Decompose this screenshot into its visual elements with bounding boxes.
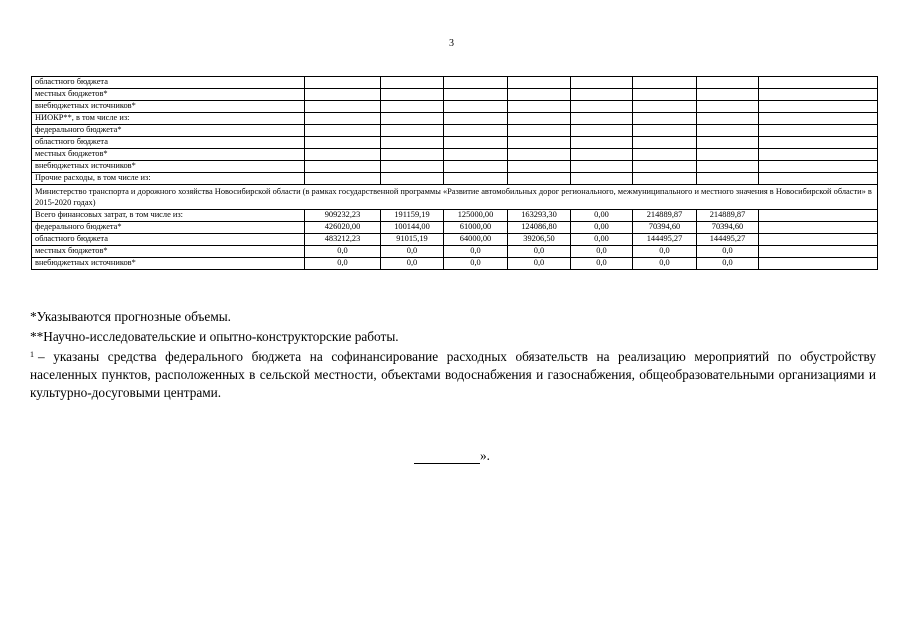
empty-cell bbox=[697, 113, 759, 125]
empty-cell bbox=[508, 77, 571, 89]
empty-cell bbox=[697, 137, 759, 149]
empty-cell bbox=[571, 101, 633, 113]
empty-cell bbox=[444, 149, 508, 161]
empty-cell bbox=[508, 125, 571, 137]
empty-cell bbox=[381, 101, 444, 113]
empty-cell bbox=[444, 113, 508, 125]
empty-cell bbox=[697, 149, 759, 161]
empty-cell bbox=[381, 77, 444, 89]
empty-cell bbox=[508, 173, 571, 185]
empty-cell bbox=[759, 101, 878, 113]
value-cell: 39206,50 bbox=[508, 234, 571, 246]
note-forecast: *Указываются прогнозные объемы. bbox=[30, 309, 232, 324]
value-cell: 144495,27 bbox=[697, 234, 759, 246]
empty-cell bbox=[444, 161, 508, 173]
empty-cell bbox=[697, 161, 759, 173]
empty-cell bbox=[571, 125, 633, 137]
value-cell: 0,0 bbox=[508, 258, 571, 270]
value-cell: 0,0 bbox=[381, 246, 444, 258]
blank-line bbox=[414, 451, 480, 464]
empty-cell bbox=[381, 161, 444, 173]
closing-mark: ». bbox=[480, 448, 490, 463]
empty-cell bbox=[508, 101, 571, 113]
ministry-row bbox=[32, 185, 878, 210]
empty-cell bbox=[759, 113, 878, 125]
empty-cell bbox=[759, 173, 878, 185]
value-cell: 0,0 bbox=[305, 258, 381, 270]
value-cell: 0,0 bbox=[571, 258, 633, 270]
empty-cell bbox=[571, 77, 633, 89]
row-label: федерального бюджета* bbox=[32, 125, 305, 137]
empty-cell bbox=[633, 77, 697, 89]
value-cell: 0,0 bbox=[444, 258, 508, 270]
value-cell: 909232,23 bbox=[305, 210, 381, 222]
value-cell: 0,0 bbox=[633, 258, 697, 270]
empty-cell bbox=[508, 113, 571, 125]
empty-cell bbox=[305, 161, 381, 173]
value-cell: 0,00 bbox=[571, 210, 633, 222]
empty-cell bbox=[571, 89, 633, 101]
empty-cell bbox=[633, 113, 697, 125]
empty-cell bbox=[759, 246, 878, 258]
empty-cell bbox=[759, 77, 878, 89]
value-cell: 91015,19 bbox=[381, 234, 444, 246]
value-cell: 0,0 bbox=[633, 246, 697, 258]
empty-cell bbox=[305, 137, 381, 149]
empty-cell bbox=[633, 125, 697, 137]
empty-cell bbox=[633, 149, 697, 161]
value-cell: 125000,00 bbox=[444, 210, 508, 222]
row-label: НИОКР**, в том числе из: bbox=[32, 113, 305, 125]
value-cell: 100144,00 bbox=[381, 222, 444, 234]
footnote bbox=[30, 348, 876, 402]
empty-cell bbox=[759, 137, 878, 149]
empty-cell bbox=[508, 149, 571, 161]
budget-table bbox=[31, 76, 878, 270]
closing-quote bbox=[414, 448, 490, 464]
table-row bbox=[32, 101, 878, 113]
value-cell: 70394,60 bbox=[633, 222, 697, 234]
table-row bbox=[32, 149, 878, 161]
row-label: областного бюджета bbox=[32, 234, 305, 246]
value-cell: 70394,60 bbox=[697, 222, 759, 234]
value-cell: 0,0 bbox=[444, 246, 508, 258]
empty-cell bbox=[305, 77, 381, 89]
empty-cell bbox=[633, 161, 697, 173]
row-label: Всего финансовых затрат, в том числе из: bbox=[32, 210, 305, 222]
empty-cell bbox=[381, 149, 444, 161]
row-label: местных бюджетов* bbox=[32, 89, 305, 101]
value-cell: 0,0 bbox=[508, 246, 571, 258]
empty-cell bbox=[444, 173, 508, 185]
empty-cell bbox=[697, 125, 759, 137]
table-row bbox=[32, 77, 878, 89]
empty-cell bbox=[305, 89, 381, 101]
table-row bbox=[32, 125, 878, 137]
empty-cell bbox=[305, 125, 381, 137]
empty-cell bbox=[759, 234, 878, 246]
empty-cell bbox=[759, 149, 878, 161]
empty-cell bbox=[305, 149, 381, 161]
empty-cell bbox=[305, 173, 381, 185]
table-row bbox=[32, 137, 878, 149]
value-cell: 144495,27 bbox=[633, 234, 697, 246]
row-label: внебюджетных источников* bbox=[32, 161, 305, 173]
empty-cell bbox=[633, 173, 697, 185]
empty-cell bbox=[444, 89, 508, 101]
empty-cell bbox=[759, 161, 878, 173]
value-cell: 0,0 bbox=[381, 258, 444, 270]
table-row bbox=[32, 258, 878, 270]
table-row bbox=[32, 161, 878, 173]
row-label: областного бюджета bbox=[32, 137, 305, 149]
value-cell: 0,00 bbox=[571, 234, 633, 246]
empty-cell bbox=[381, 89, 444, 101]
row-label: областного бюджета bbox=[32, 77, 305, 89]
empty-cell bbox=[508, 137, 571, 149]
row-label: Прочие расходы, в том числе из: bbox=[32, 173, 305, 185]
row-label: внебюджетных источников* bbox=[32, 101, 305, 113]
ministry-cell: Министерство транспорта и дорожного хозяйства Новосибирской области (в рамках государственной программы «Развитие автомобильных дорог регионального, межмуниципального и местного значения в Новосибирской области» в 2015-2020 годах) bbox=[32, 185, 878, 210]
empty-cell bbox=[697, 77, 759, 89]
empty-cell bbox=[697, 173, 759, 185]
table-row bbox=[32, 246, 878, 258]
empty-cell bbox=[759, 89, 878, 101]
empty-cell bbox=[571, 113, 633, 125]
empty-cell bbox=[444, 137, 508, 149]
value-cell: 64000,00 bbox=[444, 234, 508, 246]
footnote-mark: 1 bbox=[30, 350, 34, 359]
empty-cell bbox=[571, 173, 633, 185]
empty-cell bbox=[508, 89, 571, 101]
empty-cell bbox=[633, 101, 697, 113]
value-cell: 426020,00 bbox=[305, 222, 381, 234]
empty-cell bbox=[571, 149, 633, 161]
empty-cell bbox=[444, 77, 508, 89]
row-label: местных бюджетов* bbox=[32, 246, 305, 258]
empty-cell bbox=[305, 101, 381, 113]
row-label: федерального бюджета* bbox=[32, 222, 305, 234]
empty-cell bbox=[444, 101, 508, 113]
table-row bbox=[32, 222, 878, 234]
empty-cell bbox=[381, 125, 444, 137]
empty-cell bbox=[571, 161, 633, 173]
page-number: 3 bbox=[449, 38, 454, 49]
value-cell: 0,00 bbox=[571, 222, 633, 234]
value-cell: 214889,87 bbox=[633, 210, 697, 222]
value-cell: 124086,80 bbox=[508, 222, 571, 234]
empty-cell bbox=[633, 89, 697, 101]
value-cell: 0,0 bbox=[697, 258, 759, 270]
value-cell: 0,0 bbox=[697, 246, 759, 258]
value-cell: 0,0 bbox=[571, 246, 633, 258]
empty-cell bbox=[759, 210, 878, 222]
table-row bbox=[32, 113, 878, 125]
empty-cell bbox=[508, 161, 571, 173]
empty-cell bbox=[697, 89, 759, 101]
empty-cell bbox=[381, 137, 444, 149]
value-cell: 214889,87 bbox=[697, 210, 759, 222]
table-row bbox=[32, 234, 878, 246]
table-row bbox=[32, 89, 878, 101]
value-cell: 163293,30 bbox=[508, 210, 571, 222]
empty-cell bbox=[381, 173, 444, 185]
top-rows-body bbox=[32, 77, 878, 185]
row-label: местных бюджетов* bbox=[32, 149, 305, 161]
empty-cell bbox=[759, 258, 878, 270]
empty-cell bbox=[444, 125, 508, 137]
empty-cell bbox=[571, 137, 633, 149]
empty-cell bbox=[381, 113, 444, 125]
value-cell: 483212,23 bbox=[305, 234, 381, 246]
value-cell: 191159,19 bbox=[381, 210, 444, 222]
value-cell: 61000,00 bbox=[444, 222, 508, 234]
empty-cell bbox=[633, 137, 697, 149]
table-row bbox=[32, 173, 878, 185]
note-niokr: **Научно-исследовательские и опытно-конструкторские работы. bbox=[30, 329, 399, 344]
empty-cell bbox=[759, 125, 878, 137]
empty-cell bbox=[759, 222, 878, 234]
empty-cell bbox=[305, 113, 381, 125]
data-rows-body bbox=[32, 210, 878, 270]
row-label: внебюджетных источников* bbox=[32, 258, 305, 270]
notes-block bbox=[30, 308, 876, 404]
value-cell: 0,0 bbox=[305, 246, 381, 258]
ministry-body bbox=[32, 185, 878, 210]
footnote-text: – указаны средства федерального бюджета на софинансирование расходных обязательств на реализацию мероприятий по обустройству населенных пунктов, расположенных в сельской местности, объектами водоснабжения и газоснабжения, общеобразовательными организациями и культурно-досуговыми центрами. bbox=[30, 349, 876, 400]
table-row bbox=[32, 210, 878, 222]
empty-cell bbox=[697, 101, 759, 113]
